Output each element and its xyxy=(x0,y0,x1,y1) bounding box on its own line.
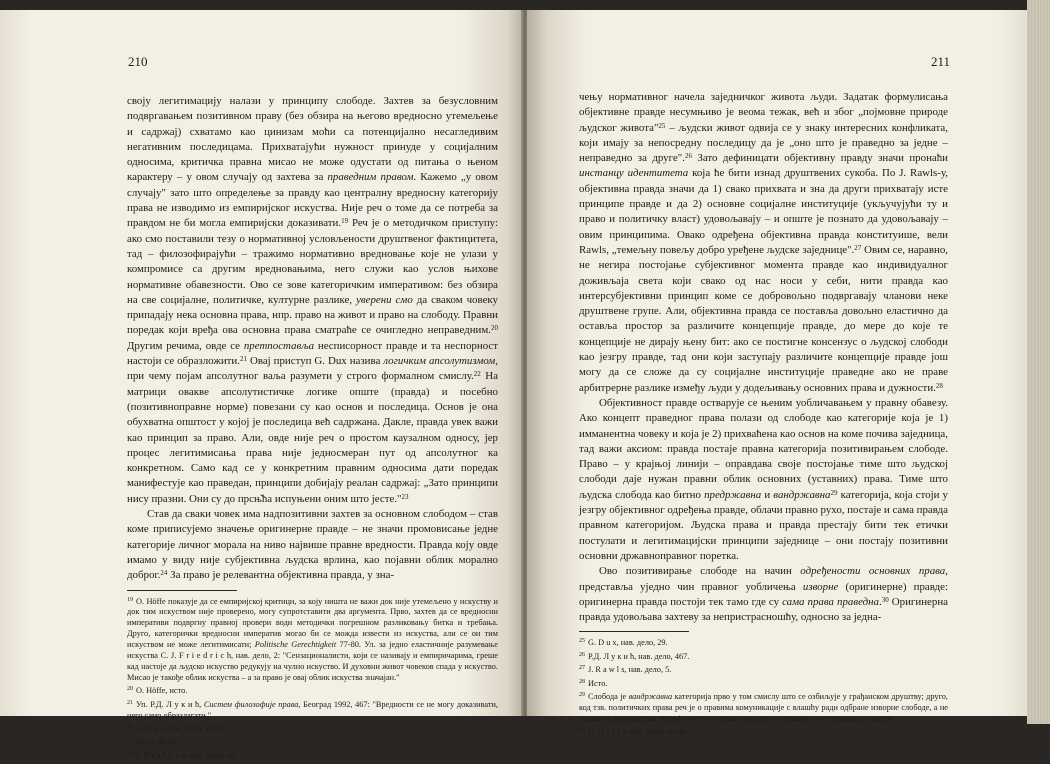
left-footnotes xyxy=(127,597,498,762)
footnote-ref: 29 xyxy=(830,488,838,497)
footnote-ref: 25 xyxy=(658,121,666,130)
left-paragraph-1: своју легитимацију налази у принципу слободе. Захтев за безусловним подвргавањем позитивном праву (без обзира на његово вредносно утемељење и садржај) схватамо као цинизам моћи са потенцијално несагледивим негативним последицама. Прихватајући нужност принуде у социјалним односима, критичка правна мисао не може одустати од питања о њеном карактеру – у овом случају од захтева за праведним правом. Кажемо „у овом случају" зато што определење за правду као централну вредносну категорију права не изводимо из емпиријског искуства. Није реч о томе да се потреба за правдом не би могла емпиријски доказивати.$^{19}$ Реч је о методичком приступу: ако смо поставили тезу о нормативној условљености друштвеног фактицитета, тад – филозофирајући – тражимо нормативно вредновање које не улази у компромисе са другим вредновањима, него служи као услов њихове нормативне обавезности. Ово се зове категоричким императивом: без обзира на све социјалне, политичке, културне разлике, уверени смо да сваком човеку припадају нека основна права, нпр. право на живот и право на слободу. Правни поредак који вређа ова основна права сматраће се очигледно неправедним.$^{20}$ Другим речима, овде се претпоставља несписорност правде и та неспорност настоји се образложити.$^{21}$ Овај приступ G. Dux назива логичким апсолутизмом, при чему појам апсолутног ваља разумети у строго формалном смислу.$^{22}$ На матрици овакве апсолутистичке логике опште (правда) и посебно (позитивноправне норме) повезани су као основ и последица. Основ је она обухватна општост у којој је последица већ садржана. Дакле, правда увек важи као принцип за право. Али, овде није реч о простом каузалном односу, јер процес легитимисања права није једносмеран пут од апсолутног ка конкретном. Само кад се у конкретним правним односима дати поредак манифестује као праведан, принципи добијају реалан садржај: „Зато принципи нису празни. Они су до прсњ̌ћа испуњени оним што јесте."$^{23}$ xyxy=(127,95,499,505)
footnote-ref: 20 xyxy=(491,324,498,333)
right-footnotes xyxy=(579,638,948,738)
footnote-rule xyxy=(127,590,237,591)
page-number-right: 211 xyxy=(931,54,951,69)
footnote-ref: 30 xyxy=(881,595,889,604)
footnote: 30 O. H ö f f e, нав. дело, 45-46. xyxy=(579,727,688,737)
left-page xyxy=(0,10,523,760)
footnote-ref: 28 xyxy=(935,381,943,390)
right-paragraph-1: чењу нормативног начела заједничког живота људи. Задатак формулисања објективне правде несумњиво је веома тежак, већ и због „појмовне природе људског живота"$^{25}$ – људски живот одвија се у знаку интересних конфликата, који имају за непосредну последицу да је „оно што је праведно за једне – неправедно за друге".$^{26}$ Зато дефиницати објективну правду значи пронаћи инстанцу идентитета која ће бити изнад друштвених сукоба. По J. Rawls-у, објективна правда значи да 1) свако прихвата и зна да други прихватају исте принципе правде и да 2) основне социјалне институције (укључујући ту и право и политичку власт) удовољавају – и опште је познато да удовољавају – овим принципима. Овако одређена објективна правда конституише, вели Rawls, „темељну повељу добро уређене људске заједнице".$^{27}$ Овим се, наравно, не негира постојање субјективног момента правде као индивидуалног доживљаја света који свако од нас носи у себи, нити правда као интерсубјективни принцип коме се добровољно подвргавају чланови неке друштвене групе. Али, објективна правда се поставља довољно еластично да оставља простор за различите концепције правде, до мере до које те концепције не дирају њену бит: ако се постигне консензус о људској слободи као језгру правде, тад они који заступају различите концепције правде још могу да се сложе да су социјалне институције праведне ако не праве арбитрерне разлике између људи у додељивању основних права и дужности.$^{28}$ xyxy=(579,91,949,394)
footnote-ref: 27 xyxy=(854,243,862,252)
footnote: 19 O. Höffe показује да се емпиријској критици, за коју ништа не важи док није утемељено у искуству и док тим искуством није проверено, могу супротставити два аргумента. Прво, захтев да се вредносни императиви подвргну правној провери води методички погрешном разликовању битка и требања. Друго, категорички вредносни императив могао би се можда извести из искуства, али се он тим искуством не може легитимисати; Politische Gerechtigkeit 77-80. Ул. за једно еластичније разумевање искуства C. J. F r i e d r i c h, нав. дело, 2: "Сензационалисти, који се називају и емпиричарима, греше кад настоје да људско искуство редукују на чулно искуство. И духовни живот човеков спада у искуство. Мисао је такође облик искуства – а за право је овај облик искуства значајан." xyxy=(127,596,498,682)
footnote: 29 Слобода је вандржавна категорија прво у том смислу што се озбиљује у грађанском друштву; друго, код тзв. политичких права реч је о правима комуникације с влашћу ради одбране изворне слободе, а не – како то демократска теорија често погрешно разуме – о правима учествовања у власти. xyxy=(579,692,949,723)
page-number-left: 210 xyxy=(128,54,148,69)
footnote: 21 Уп. Р.Д. Л у к и ћ, Систем филозофије права, Београд 1992, 467: "Вредности се не могу доказивати, него само образлагати." xyxy=(127,699,498,720)
right-body-text xyxy=(579,90,948,741)
footnote-ref: 26 xyxy=(684,152,692,161)
right-paragraph-2: Објективност правде остварује се њеним уобличавањем у правну обавезу. Ако концепт праведног права полази од слободе као категорије која је 1) имманентна човеку и која је 2) прихваћена као основ на коме почива заједница, тад важи аксиом: правда постаје правна категорија позитивирањем слободе. Право – у крајњој линији – оправдава своје постојање тиме што људској слободи даје нужан правни облик основних (уставних) права. Тиме што људска слобода као битно предржавна и вандржавна$^{29}$ категорија, која стоји у језгру објективног одређења правде, облачи правно рухо, постаје и сама правда правном категоријом. Људска права и правда престају бити тек етички постулати и легитимацијски принципи заједнице – они постају позитивни основни државноправног поретка. xyxy=(579,396,948,562)
footnote-ref: 22 xyxy=(473,370,481,379)
right-page xyxy=(527,10,1027,737)
footnote: 20 O. Höffe, исто. xyxy=(127,686,188,696)
right-paragraph-3: Ово позитивирање слободе на начин одређености основних права, представља уједно чин правног уобличења изворне (оригинерне) правде: оригинерна правда постоји тек тамо где су сама права праведна.$^{30}$ Оригинерна правда удовољава захтеву за непристрасношћу, односно за једна- xyxy=(579,565,948,624)
footnote-ref: 24 xyxy=(160,569,168,578)
footnote-ref: 21 xyxy=(239,355,247,364)
footnote-ref: 19 xyxy=(341,217,349,226)
footnote: 24 Г. Р а д б р у х, нав. дело, 45. xyxy=(127,750,237,760)
footnote: 25 G. D u x, нав. дело, 29. xyxy=(579,638,668,648)
page-edges xyxy=(1027,0,1050,724)
footnote-rule xyxy=(579,631,689,632)
footnote: 23 Исто, 36-37. xyxy=(127,737,179,747)
footnote-ref: 23 xyxy=(401,492,409,501)
footnote: 26 Р.Д. Л у к и ћ, нав. дело, 467. xyxy=(579,651,690,661)
footnote: 27 J. R a w l s, нав. дело, 5. xyxy=(579,665,672,675)
footnote: 28 Исто. xyxy=(579,678,608,688)
left-paragraph-2: Став да сваки човек има надпозитивни захтев за основном слободом – став коме приписујемо значење оригинерне правде – не значи промовисање једне категорије личног морала на ниво највише правне вредности. Правда коју овде имамо у виду није субјективна људска врлина, као појавни облик морално доброг.$^{24}$ За право је релевантна објективна правда, у зна- xyxy=(127,508,498,582)
left-body-text xyxy=(127,94,498,764)
footnote: 22 G. D u x, нав. дело, 22-23. xyxy=(127,723,227,733)
